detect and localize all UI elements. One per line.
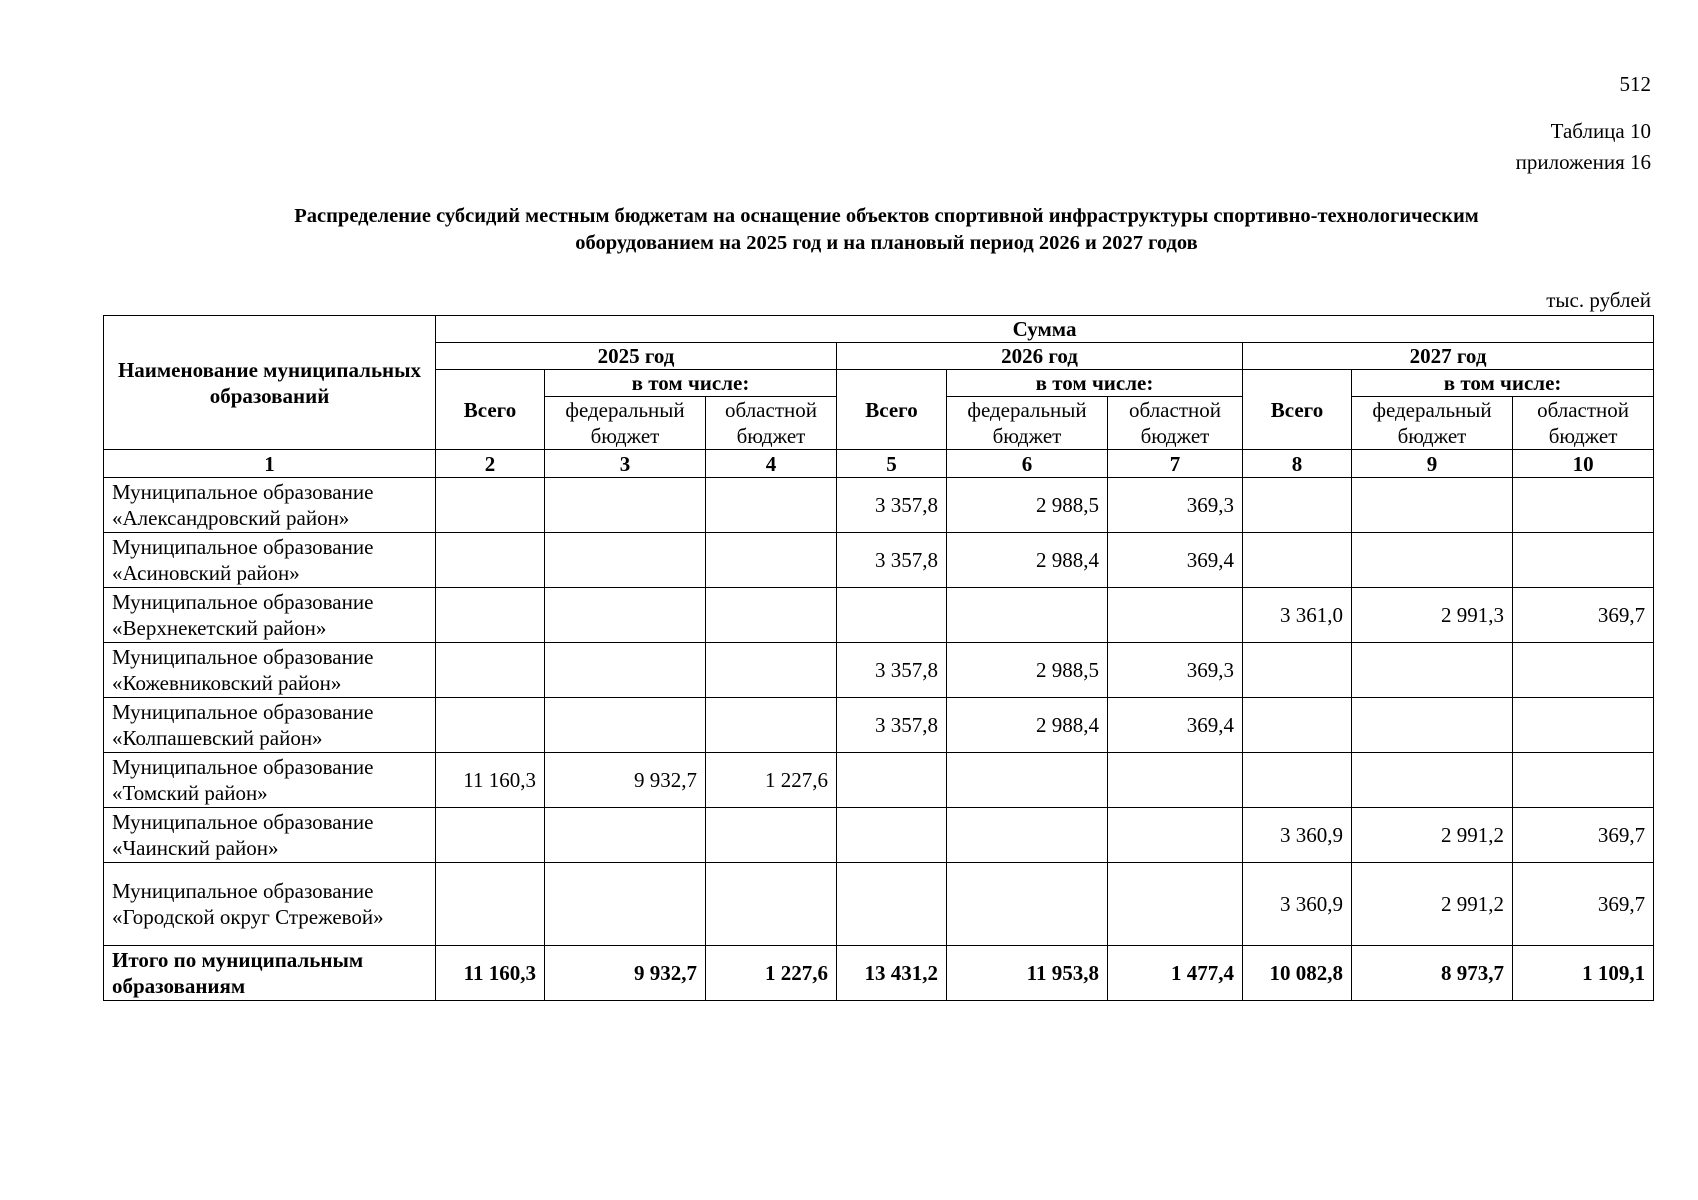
header-year-2027: 2027 год: [1243, 343, 1654, 370]
value-2025-regional: 1 227,6: [706, 753, 837, 808]
column-number: 3: [545, 450, 706, 478]
table-row: [104, 643, 1654, 698]
value-2026-regional: 369,3: [1108, 478, 1243, 533]
header-municipality-name: Наименование муниципальных образований: [104, 316, 436, 450]
value-2027-federal: [1352, 643, 1513, 698]
value-2026-federal: 2 988,5: [947, 643, 1108, 698]
table-row: [104, 588, 1654, 643]
column-number: 6: [947, 450, 1108, 478]
table-row: [104, 698, 1654, 753]
value-2026-regional: 369,4: [1108, 698, 1243, 753]
header-federal-2025: федеральный бюджет: [545, 397, 706, 450]
value-2026-federal: [947, 808, 1108, 863]
total-2026-total: 13 431,2: [837, 946, 947, 1001]
column-number: 9: [1352, 450, 1513, 478]
document-title-line-1: Распределение субсидий местным бюджетам на оснащение объектов спортивной инфраструктуры спортивно-технологическим: [294, 205, 1479, 227]
value-2027-total: 3 360,9: [1243, 808, 1352, 863]
value-2025-regional: [706, 588, 837, 643]
total-2025-total: 11 160,3: [436, 946, 545, 1001]
value-2026-federal: [947, 753, 1108, 808]
value-2026-total: 3 357,8: [837, 643, 947, 698]
value-2026-regional: [1108, 588, 1243, 643]
header-regional-2027: областной бюджет: [1513, 397, 1654, 450]
header-including-2027: в том числе:: [1352, 370, 1654, 397]
total-2027-regional: 1 109,1: [1513, 946, 1654, 1001]
value-2025-total: [436, 863, 545, 946]
value-2027-regional: 369,7: [1513, 863, 1654, 946]
value-2027-federal: [1352, 478, 1513, 533]
value-2025-regional: [706, 863, 837, 946]
value-2025-federal: [545, 478, 706, 533]
subsidy-table: [103, 315, 1654, 1001]
table-row: [104, 808, 1654, 863]
value-2026-federal: [947, 863, 1108, 946]
value-2025-total: [436, 643, 545, 698]
value-2026-total: [837, 588, 947, 643]
total-row: [104, 946, 1654, 1001]
value-2025-total: [436, 588, 545, 643]
value-2027-federal: 2 991,2: [1352, 863, 1513, 946]
value-2027-federal: 2 991,2: [1352, 808, 1513, 863]
municipality-name: Муниципальное образование «Верхнекетский район»: [104, 588, 436, 643]
value-2026-total: 3 357,8: [837, 533, 947, 588]
value-2027-federal: 2 991,3: [1352, 588, 1513, 643]
column-number-row: [104, 450, 1654, 478]
table-label-appendix: приложения 16: [1515, 150, 1651, 174]
header-federal-2027: федеральный бюджет: [1352, 397, 1513, 450]
total-2025-federal: 9 932,7: [545, 946, 706, 1001]
value-2027-total: 3 360,9: [1243, 863, 1352, 946]
value-2026-federal: 2 988,4: [947, 533, 1108, 588]
value-2026-total: [837, 863, 947, 946]
value-2026-federal: 2 988,5: [947, 478, 1108, 533]
municipality-name: Муниципальное образование «Городской округ Стрежевой»: [104, 863, 436, 946]
header-year-2025: 2025 год: [436, 343, 837, 370]
value-2027-regional: 369,7: [1513, 808, 1654, 863]
value-2025-regional: [706, 478, 837, 533]
header-regional-2025: областной бюджет: [706, 397, 837, 450]
document-title-line-2: оборудованием на 2025 год и на плановый период 2026 и 2027 годов: [575, 232, 1198, 254]
value-2025-federal: [545, 808, 706, 863]
header-including-2026: в том числе:: [947, 370, 1243, 397]
table-row: [104, 753, 1654, 808]
value-2026-regional: 369,3: [1108, 643, 1243, 698]
municipality-name: Муниципальное образование «Асиновский район»: [104, 533, 436, 588]
units-label: тыс. рублей: [1546, 288, 1651, 312]
value-2027-regional: [1513, 478, 1654, 533]
value-2027-total: [1243, 698, 1352, 753]
value-2025-federal: [545, 533, 706, 588]
value-2027-regional: [1513, 698, 1654, 753]
value-2026-total: [837, 808, 947, 863]
value-2027-total: 3 361,0: [1243, 588, 1352, 643]
value-2025-total: [436, 533, 545, 588]
header-federal-2026: федеральный бюджет: [947, 397, 1108, 450]
header-total-2025: Всего: [436, 370, 545, 450]
header-year-2026: 2026 год: [837, 343, 1243, 370]
value-2027-federal: [1352, 753, 1513, 808]
total-label: Итого по муниципальным образованиям: [104, 946, 436, 1001]
total-2027-total: 10 082,8: [1243, 946, 1352, 1001]
value-2027-federal: [1352, 698, 1513, 753]
value-2025-regional: [706, 698, 837, 753]
value-2025-regional: [706, 643, 837, 698]
header-sum: Сумма: [436, 316, 1654, 343]
document-title: [100, 203, 1673, 257]
value-2027-total: [1243, 753, 1352, 808]
value-2026-total: 3 357,8: [837, 478, 947, 533]
column-number: 2: [436, 450, 545, 478]
table-label: [1516, 116, 1651, 178]
value-2026-total: [837, 753, 947, 808]
column-number: 5: [837, 450, 947, 478]
value-2025-total: [436, 478, 545, 533]
value-2025-regional: [706, 533, 837, 588]
table-row: [104, 478, 1654, 533]
total-2026-regional: 1 477,4: [1108, 946, 1243, 1001]
municipality-name: Муниципальное образование «Александровский район»: [104, 478, 436, 533]
value-2025-total: [436, 808, 545, 863]
header-total-2026: Всего: [837, 370, 947, 450]
table-label-number: Таблица 10: [1550, 119, 1651, 143]
municipality-name: Муниципальное образование «Чаинский район»: [104, 808, 436, 863]
municipality-name: Муниципальное образование «Кожевниковский район»: [104, 643, 436, 698]
municipality-name: Муниципальное образование «Томский район»: [104, 753, 436, 808]
value-2027-regional: [1513, 643, 1654, 698]
municipality-name: Муниципальное образование «Колпашевский район»: [104, 698, 436, 753]
total-2025-regional: 1 227,6: [706, 946, 837, 1001]
page-number: 512: [1619, 72, 1651, 96]
value-2025-total: 11 160,3: [436, 753, 545, 808]
value-2025-federal: [545, 863, 706, 946]
value-2025-federal: [545, 588, 706, 643]
value-2025-federal: [545, 698, 706, 753]
value-2027-regional: 369,7: [1513, 588, 1654, 643]
column-number: 1: [104, 450, 436, 478]
value-2027-total: [1243, 478, 1352, 533]
total-2027-federal: 8 973,7: [1352, 946, 1513, 1001]
value-2026-total: 3 357,8: [837, 698, 947, 753]
value-2027-federal: [1352, 533, 1513, 588]
value-2027-regional: [1513, 753, 1654, 808]
header-total-2027: Всего: [1243, 370, 1352, 450]
total-2026-federal: 11 953,8: [947, 946, 1108, 1001]
column-number: 7: [1108, 450, 1243, 478]
value-2026-regional: [1108, 863, 1243, 946]
value-2026-regional: 369,4: [1108, 533, 1243, 588]
header-regional-2026: областной бюджет: [1108, 397, 1243, 450]
column-number: 4: [706, 450, 837, 478]
value-2027-total: [1243, 533, 1352, 588]
value-2026-regional: [1108, 808, 1243, 863]
header-including-2025: в том числе:: [545, 370, 837, 397]
table-body: [104, 478, 1654, 1001]
value-2025-total: [436, 698, 545, 753]
value-2026-regional: [1108, 753, 1243, 808]
value-2027-regional: [1513, 533, 1654, 588]
value-2026-federal: 2 988,4: [947, 698, 1108, 753]
column-number: 8: [1243, 450, 1352, 478]
value-2025-federal: 9 932,7: [545, 753, 706, 808]
table-row: [104, 533, 1654, 588]
table-row: [104, 863, 1654, 946]
value-2027-total: [1243, 643, 1352, 698]
column-number: 10: [1513, 450, 1654, 478]
value-2026-federal: [947, 588, 1108, 643]
value-2025-federal: [545, 643, 706, 698]
value-2025-regional: [706, 808, 837, 863]
table-header: [104, 316, 1654, 478]
